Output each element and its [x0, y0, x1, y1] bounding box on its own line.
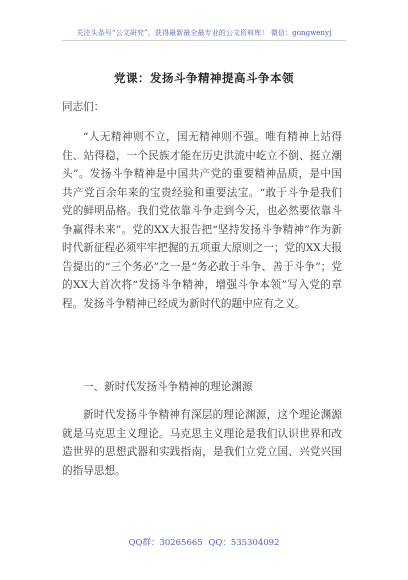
section-paragraph: 新时代发扬斗争精神有深层的理论渊源，这个理论渊源就是马克思主义理论。马克思主义理论是我们认识世界和改造世界的思想武器和实践指南，是我们立党立国、兴党兴国的指导思想。 — [62, 409, 342, 477]
header-promo-note: 关注头条号“公文研究”，获得最新最全最专业的公文资料库！ 微信：gongwenyj — [76, 29, 332, 37]
footer-contact: QQ群：30265665 QQ：535304092 — [128, 538, 280, 548]
document-title: 党课：发扬斗争精神提高斗争本领 — [114, 71, 294, 85]
salutation: 同志们： — [62, 101, 105, 113]
section-heading: 一、新时代发扬斗争精神的理论渊源 — [83, 381, 253, 393]
body-paragraph: “人无精神则不立，国无精神则不强。唯有精神上站得住、站得稳，一个民族才能在历史洪流中屹立不倒、挺立潮头”。发扬斗争精神是中国共产党的重要精神品质，是中国共产党百余年来的宝贵经验和重要法宝。“敢于斗争是我们党的鲜明品格。我们党依靠斗争走到今天，也必然要依靠斗争赢得未来”。党的XX大报告把“坚持发扬斗争精神”作为新时代新征程必须牢牢把握的五项重大原则之一；党的XX大报告提出的“三个务必”之一是“务必敢于斗争、善于斗争”；党的XX大首次将“发扬斗争精神，增强斗争本领”写入党的章程。发扬斗争精神已经成为新时代的题中应有之义。 — [62, 131, 342, 310]
header-divider — [62, 40, 346, 41]
